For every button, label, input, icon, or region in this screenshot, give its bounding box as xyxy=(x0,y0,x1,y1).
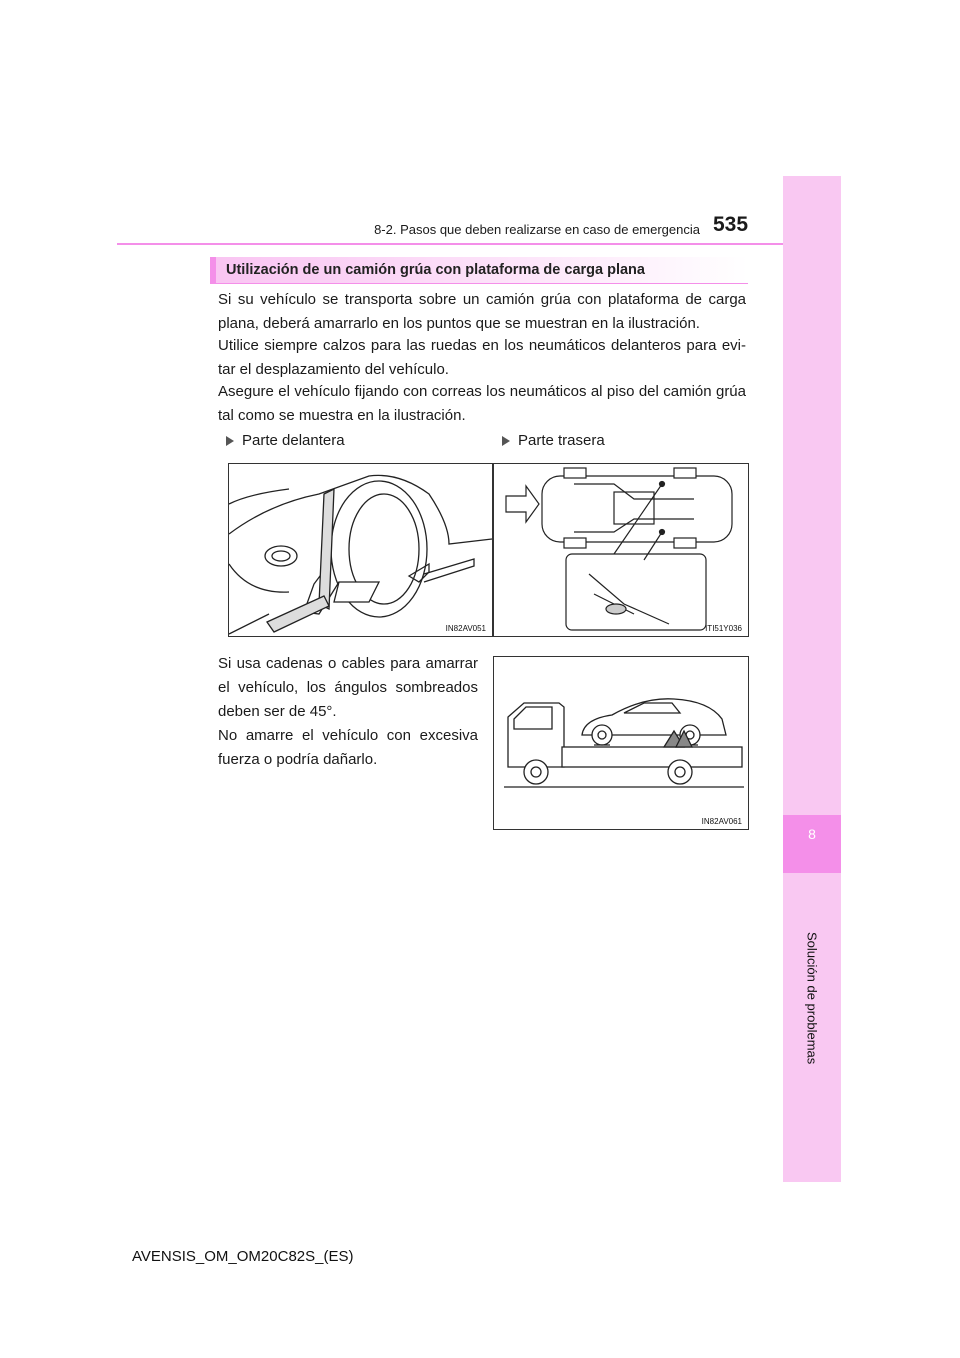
caption-front xyxy=(226,432,345,449)
note-excessive-force: No amarre el vehículo con excesiva fuerza o podría dañarlo. xyxy=(218,727,478,768)
flatbed-truck-illustration xyxy=(494,657,748,829)
bullet-triangle-icon xyxy=(502,436,510,446)
figure-truck-code: IN82AV061 xyxy=(701,817,742,826)
section-title: Utilización de un camión grúa con plataforma de carga plana xyxy=(226,262,645,278)
note-chains-angle: Si usa cadenas o cables para amarrar el vehículo, los ángulos sombreados deben ser de 45°. xyxy=(218,655,478,720)
side-tab-label: Solución de problemas xyxy=(804,932,820,1065)
paragraph-straps: Asegure el vehículo fijando con correas los neumáticos al piso del camión grúa tal como se muestra en la ilustración. xyxy=(218,383,746,424)
figure-rear-code: ITI51Y036 xyxy=(705,624,742,633)
rear-underbody-illustration xyxy=(494,464,748,636)
header-rule xyxy=(117,243,783,245)
caption-rear xyxy=(502,432,605,449)
page-number: 535 xyxy=(713,213,749,236)
paragraph-wheel-chocks: Utilice siempre calzos para las ruedas en los neumáticos delanteros para evi-tar el desplazamiento del vehículo. xyxy=(218,337,746,378)
section-heading-accent xyxy=(210,257,216,284)
side-tab-number: 8 xyxy=(808,826,816,842)
front-wheel-illustration xyxy=(229,464,492,636)
paragraph-transport: Si su vehículo se transporta sobre un camión grúa con plataforma de carga plana, deberá amarrarlo en los puntos que se muestran en la ilustración. xyxy=(218,291,746,332)
chapter-title: 8-2. Pasos que deben realizarse en caso de emergencia xyxy=(374,222,700,237)
bullet-triangle-icon xyxy=(226,436,234,446)
figure-front-code: IN82AV051 xyxy=(445,624,486,633)
figure-rear-tiedown xyxy=(493,463,749,637)
caption-rear-text: Parte trasera xyxy=(518,432,605,449)
caption-front-text: Parte delantera xyxy=(242,432,345,449)
side-tab-number-block xyxy=(783,815,841,873)
figure-front-wheel-strap xyxy=(228,463,493,637)
document-code-footer: AVENSIS_OM_OM20C82S_(ES) xyxy=(132,1248,354,1265)
figure-flatbed-truck xyxy=(493,656,749,830)
